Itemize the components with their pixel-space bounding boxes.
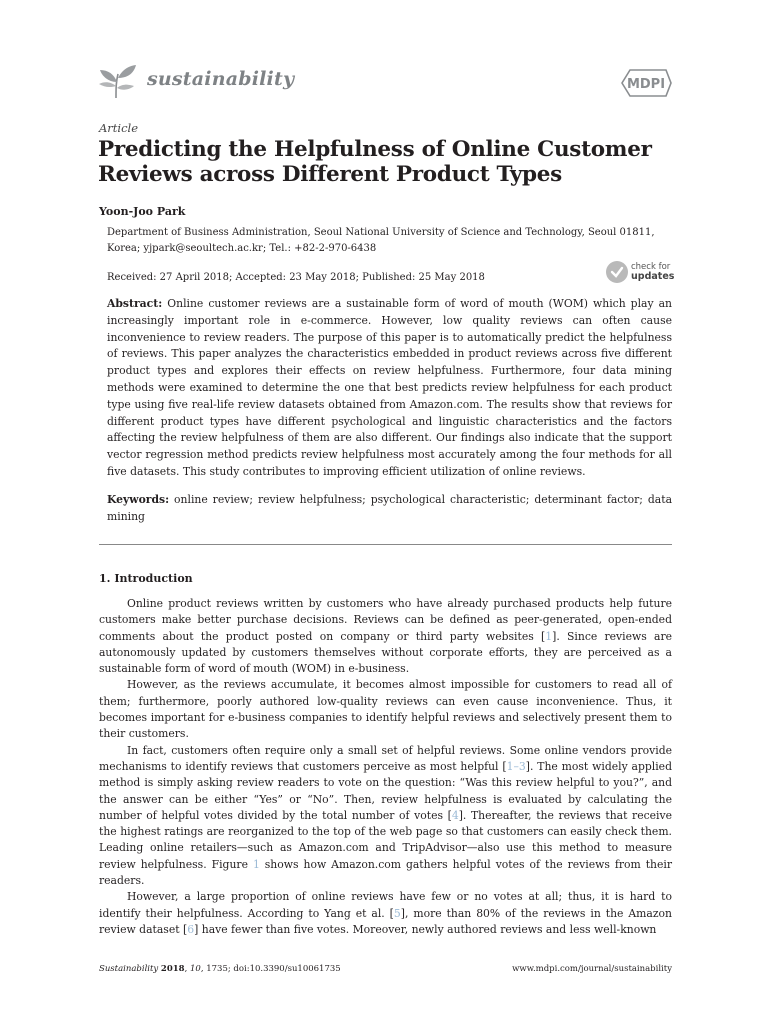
footer-journal-url[interactable]: www.mdpi.com/journal/sustainability: [512, 964, 672, 974]
citation-link[interactable]: 4: [451, 808, 459, 822]
footer-journal: Sustainability: [99, 964, 159, 974]
section-heading: 1. Introduction: [99, 572, 193, 585]
publisher-name: MDPI: [626, 77, 666, 92]
abstract: [107, 296, 672, 481]
check-updates-line2: updates: [631, 271, 675, 282]
keywords-label: Keywords:: [107, 493, 170, 506]
footer-year: 2018: [160, 964, 185, 974]
section-divider: [99, 544, 672, 545]
footer-citation: Sustainability 2018, 10, 1735; doi:10.3390/su10061735: [99, 964, 341, 974]
article-type: Article: [99, 121, 139, 135]
check-updates-icon: [606, 261, 628, 283]
paragraph: However, as the reviews accumulate, it becomes almost impossible for customers to read all of them; furthermore, poorly authored low-quality reviews can even cause inconvenience. Thus, it becomes important for e-business companies to identify helpful reviews and selectively present them to their customers.: [99, 678, 672, 741]
citation-link[interactable]: 1: [545, 629, 553, 643]
author-affiliation: Department of Business Administration, Seoul National University of Science and Technology, Seoul 01811, Korea; yjpark@seoultech.ac.kr; Tel.: +82-2-970-6438: [107, 227, 655, 254]
journal-name: sustainability: [147, 68, 295, 90]
check-for-updates-badge[interactable]: [606, 261, 674, 285]
paragraph: Online product reviews written by customers who have already purchased products help future customers make better purchase decisions. Reviews can be defined as peer-generated, open-ended comments about the product posted on company or third party websites [1]. Since reviews are autonomously updated by customers themselves without corporate efforts, they are perceived as a sustainable form of word of mouth (WOM) in e-business.: [99, 597, 672, 676]
article-title: Predicting the Helpfulness of Online Customer Reviews across Different Product Types: [98, 137, 652, 187]
abstract-label: Abstract:: [107, 297, 163, 310]
mdpi-logo-icon: [616, 67, 672, 99]
keywords-text: online review; review helpfulness; psychological characteristic; determinant factor; data mining: [107, 493, 673, 523]
citation-link[interactable]: 3: [518, 759, 526, 773]
introduction-body: [99, 596, 672, 938]
abstract-text: Online customer reviews are a sustainable form of word of mouth (WOM) which play an increasingly important role in e-commerce. However, low quality reviews can often cause inconvenience to review readers. The purpose of this paper is to automatically predict the helpfulness of reviews. This paper analyzes the characteristics embedded in product reviews across five different product types and explores their effects on review helpfulness. Furthermore, four data mining methods were examined to determine the one that best predicts review helpfulness for each product type using five real-life review datasets obtained from Amazon.com. The results show that reviews for different product types have different psychological and linguistic characteristics and the factors affecting the review helpfulness of them are also different. Our findings also indicate that the support vector regression method predicts review helpfulness most accurately among the four methods for all five datasets. This study contributes to improving efficient utilization of online reviews.: [107, 297, 672, 478]
footer-volume: 10: [190, 964, 201, 974]
paragraph: However, a large proportion of online reviews have few or no votes at all; thus, it is hard to identify their helpfulness. According to Yang et al. [5], more than 80% of the reviews in the Amazon review dataset [6] have fewer than five votes. Moreover, newly authored reviews and less well-known: [99, 890, 672, 936]
publication-dates: Received: 27 April 2018; Accepted: 23 May 2018; Published: 25 May 2018: [107, 272, 485, 283]
citation-link[interactable]: 6: [187, 922, 195, 936]
author-name: Yoon-Joo Park: [99, 205, 186, 218]
check-updates-line1: check for: [631, 262, 671, 272]
citation-link[interactable]: 1: [506, 759, 514, 773]
paragraph: In fact, customers often require only a small set of helpful reviews. Some online vendors provide mechanisms to identify reviews that customers perceive as most helpful [1–3]. The most widely applied method is simply asking review readers to vote on the question: “Was this review helpful to you?”, and the answer can be either “Yes” or “No”. Then, review helpfulness is evaluated by calculating the number of helpful votes divided by the total number of votes [4]. Thereafter, the reviews that receive the highest ratings are reorganized to the top of the web page so that customers can easily check them. Leading online retailers—such as Amazon.com and TripAdvisor—also use this method to measure review helpfulness. Figure 1 shows how Amazon.com gathers helpful votes of the reviews from their readers.: [99, 743, 672, 888]
keywords: [107, 492, 672, 526]
citation-link[interactable]: 5: [393, 906, 401, 920]
footer-doi: , 1735; doi:10.3390/su10061735: [200, 964, 341, 974]
figure-link[interactable]: 1: [252, 857, 260, 871]
journal-leaf-logo-icon: [96, 62, 138, 100]
